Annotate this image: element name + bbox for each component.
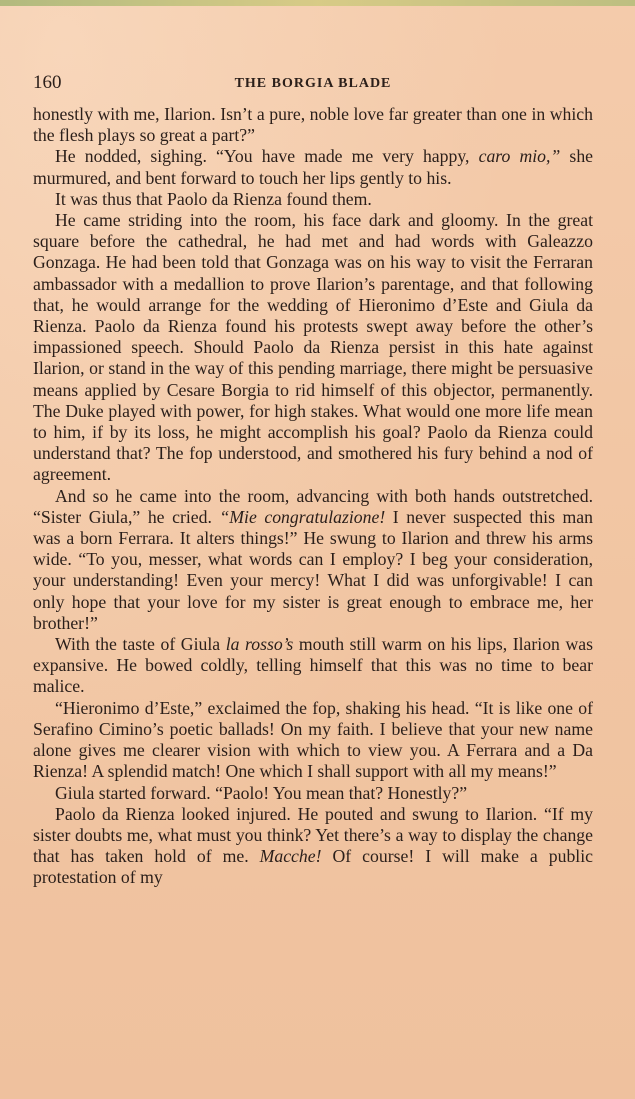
paragraph: honestly with me, Ilarion. Isn’t a pure, noble love far greater than one in which the flesh plays so great a part?” [33, 104, 593, 146]
paragraph: He came striding into the room, his face dark and gloomy. In the great square before the cathedral, he had met and had words with Galeazzo Gonzaga. He had been told that Gonzaga was on his way to visit the Ferraran ambassador with a medallion to prove Ilarion’s parentage, and that following that, he would arrange for the wedding of Hieronimo d’Este and Giula da Rienza. Paolo da Rienza found his protests swept away before the other’s impassioned speech. Should Paolo da Rienza persist in this hate against Ilarion, or stand in the way of this pending marriage, there might be persuasive means applied by Cesare Borgia to rid himself of this objector, permanently. The Duke played with power, for high stakes. What would one more life mean to him, if by its loss, he might accomplish his goal? Paolo da Rienza could understand that? The fop understood, and smothered his fury behind a nod of agreement. [33, 210, 593, 485]
paragraph: Paolo da Rienza looked injured. He pouted and swung to Ilarion. “If my sister doubts me, what must you think? Yet there’s a way to display the change that has taken hold of me. Macche! Of course! I will make a public protestation of my [33, 803, 593, 888]
page-header [33, 72, 593, 104]
paragraph: He nodded, sighing. “You have made me very happy, caro mio,” she murmured, and bent forward to touch her lips gently to his. [33, 146, 594, 188]
paragraph: It was thus that Paolo da Rienza found them. [55, 188, 372, 209]
body-text [33, 104, 593, 889]
paragraph: “Hieronimo d’Este,” exclaimed the fop, shaking his head. “It is like one of Serafino Cimino’s poetic ballads! On my faith. I believe that your new name alone gives me clearer vision with which to view you. A Ferrara and a Da Rienza! A splendid match! One which I shall support with all my means!” [33, 697, 593, 782]
paragraph: With the taste of Giula la rosso’s mouth still warm on his lips, Ilarion was expansive. He bowed coldly, telling himself that this was no time to bear malice. [33, 634, 593, 697]
page-edge-strip [0, 0, 635, 6]
running-head: THE BORGIA BLADE [234, 76, 392, 91]
page-number: 160 [33, 72, 62, 93]
paragraph: Giula started forward. “Paolo! You mean that? Honestly?” [55, 782, 468, 803]
paragraph: And so he came into the room, advancing with both hands outstretched. “Sister Giula,” he cried. “Mie congratulazione! I never suspected this man was a born Ferrara. It alters things!” He swung to Ilarion and threw his arms wide. “To you, messer, what words can I employ? I beg your consideration, your understanding! Even your mercy! What I did was unforgivable! I can only hope that your love for my sister is great enough to embrace me, her brother!” [33, 485, 593, 633]
